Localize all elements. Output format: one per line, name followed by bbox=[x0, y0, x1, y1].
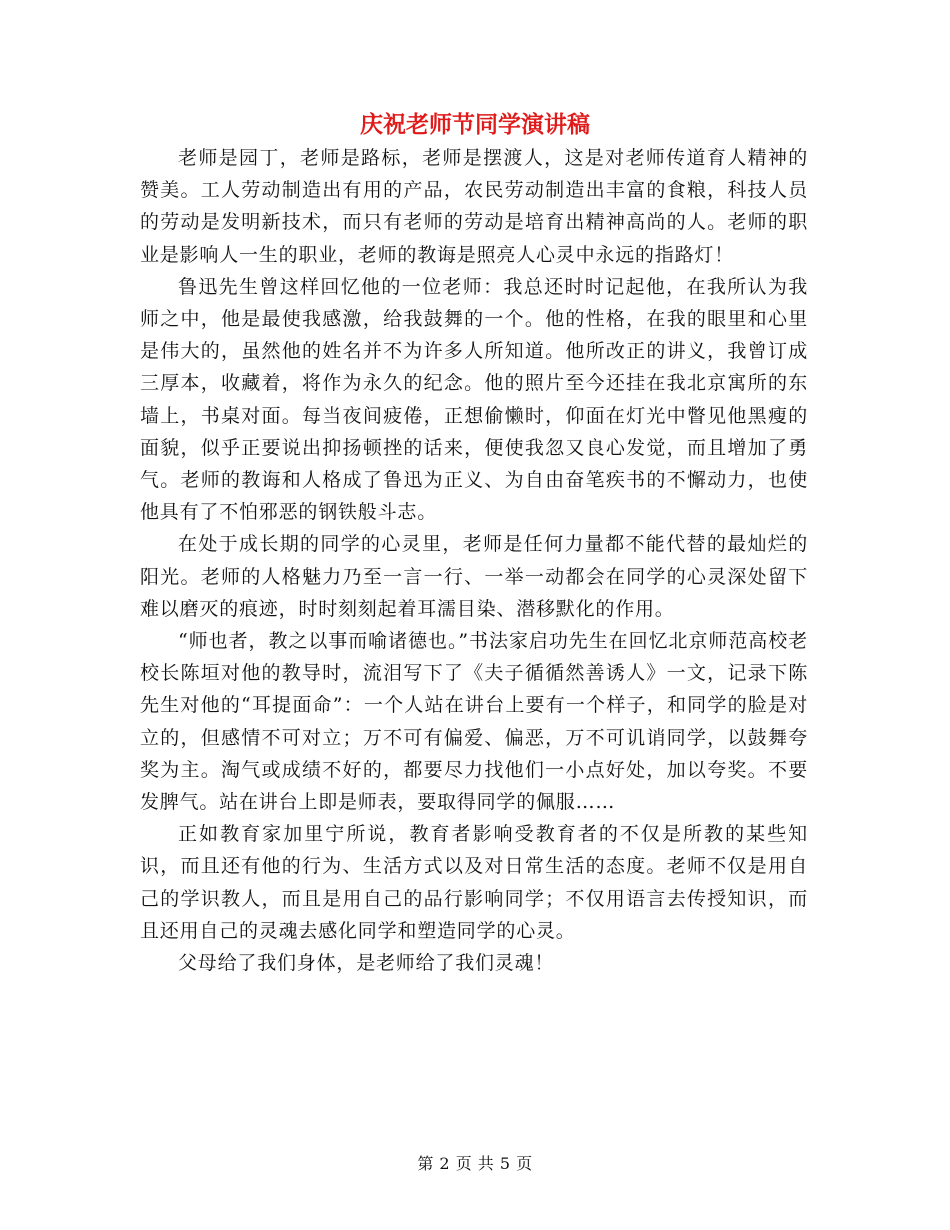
paragraph: “师也者，教之以事而喻诸德也。”书法家启功先生在回忆北京师范高校老校长陈垣对他的教导时，流泪写下了《夫子循循然善诱人》一文，记录下陈先生对他的“耳提面命”：一个人站在讲台上要有一个样子，和同学的脸是对立的，但感情不可对立；万不可有偏爱、偏恶，万不可讥诮同学，以鼓舞夸奖为主。淘气或成绩不好的，都要尽力找他们一小点好处，加以夸奖。不要发脾气。站在讲台上即是师表，要取得同学的佩服…… bbox=[140, 630, 808, 814]
document-title: 庆祝老师节同学演讲稿 bbox=[360, 112, 590, 138]
paragraph: 老师是园丁，老师是路标，老师是摆渡人，这是对老师传道育人精神的赞美。工人劳动制造出有用的产品，农民劳动制造出丰富的食粮，科技人员的劳动是发明新技术，而只有老师的劳动是培育出精神高尚的人。老师的职业是影响人一生的职业，老师的教诲是照亮人心灵中永远的指路灯！ bbox=[140, 147, 808, 266]
paragraph: 父母给了我们身体，是老师给了我们灵魂！ bbox=[178, 952, 555, 975]
document-body bbox=[140, 142, 808, 979]
paragraph: 在处于成长期的同学的心灵里，老师是任何力量都不能代替的最灿烂的阳光。老师的人格魅力乃至一言一行、一举一动都会在同学的心灵深处留下难以磨灭的痕迹，时时刻刻起着耳濡目染、潜移默化的作用。 bbox=[140, 533, 808, 620]
paragraph: 鲁迅先生曾这样回忆他的一位老师：我总还时时记起他，在我所认为我师之中，他是最使我感激，给我鼓舞的一个。他的性格，在我的眼里和心里是伟大的，虽然他的姓名并不为许多人所知道。他所改正的讲义，我曾订成三厚本，收藏着，将作为永久的纪念。他的照片至今还挂在我北京寓所的东墙上，书桌对面。每当夜间疲倦，正想偷懒时，仰面在灯光中瞥见他黑瘦的面貌，似乎正要说出抑扬顿挫的话来，便使我忽又良心发觉，而且增加了勇气。老师的教诲和人格成了鲁迅为正义、为自由奋笔疾书的不懈动力，也使他具有了不怕邪恶的钢铁般斗志。 bbox=[140, 275, 808, 524]
paragraph: 正如教育家加里宁所说，教育者影响受教育者的不仅是所教的某些知识，而且还有他的行为、生活方式以及对日常生活的态度。老师不仅是用自己的学识教人，而且是用自己的品行影响同学；不仅用语言去传授知识，而且还用自己的灵魂去感化同学和塑造同学的心灵。 bbox=[140, 823, 808, 942]
page-number-footer: 第 2 页 共 5 页 bbox=[417, 1154, 533, 1173]
